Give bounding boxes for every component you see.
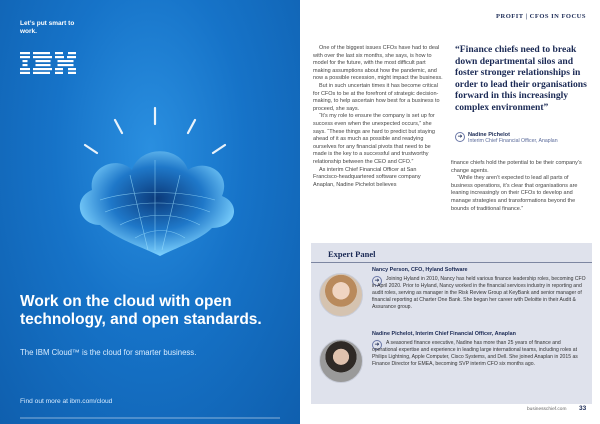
expert-bio: A seasoned finance executive, Nadine has more than 25 years of finance and operational expertise and experience in leading large international teams, including roles at Philips Lightning, Apple Computer, Cisco Systems, and Dell. She joined Anaplan in 2015 as Finance Director for EMEA, becoming SVP interim CFO six months ago. <box>372 340 578 368</box>
expert-panel <box>311 243 592 404</box>
article-page <box>300 0 600 424</box>
quote-credit-name: Nadine Pichelot <box>468 132 510 138</box>
paragraph: “While they aren’t expected to lead all parts of business operations, it’s clear that organisations are leaning increasingly on their CFOs to develop and manage strategies and transformations beyond the bounds of traditional finance.” <box>451 175 578 212</box>
ad-cta-link[interactable]: Find out more at ibm.com/cloud <box>20 398 113 405</box>
body-column-1 <box>313 45 443 189</box>
arrow-right-icon: ➜ <box>372 276 382 286</box>
ad-headline: Work on the cloud with open technology, and open standards. <box>20 293 262 328</box>
footer-site: businesschief.com <box>527 407 567 412</box>
panel-title: Expert Panel <box>328 249 376 259</box>
ad-fineprint <box>20 417 280 419</box>
page-number: 33 <box>579 405 587 412</box>
arrow-right-icon: ➜ <box>372 340 382 350</box>
paragraph: One of the biggest issues CFOs have had to deal with over the last six months, she says, is how to model for the future, with the most difficult part making assumptions about how the pandemic, and now a possible recession, might impact the business. <box>313 45 443 82</box>
paragraph: But in such uncertain times it has become critical for CFOs to be at the forefront of strategic decision-making, to help ascertain how best for a business to proceed, she says. <box>313 82 440 112</box>
avatar <box>319 273 363 317</box>
body-column-2 <box>451 160 591 213</box>
paragraph: finance chiefs hold the potential to be their company’s change agents. <box>451 160 582 174</box>
expert-bio: Joining Hyland in 2010, Nancy has held various finance leadership roles, becoming CFO in April 2020. Prior to Hyland, Nancy worked in the financial services industry in reporting and audit roles, serving as manager in the Risk Review Group at KeyBank and senior manager of financial reporting at Charter One Bank. She began her career with Deloitte in their Audit & Assurance group. <box>372 276 586 311</box>
avatar <box>319 339 363 383</box>
ad-subheadline: The IBM Cloud™ is the cloud for smarter business. <box>20 348 197 357</box>
running-head: PROFIT | CFOS IN FOCUS <box>496 13 586 20</box>
ibm-logo <box>20 52 76 74</box>
pull-quote: “Finance chiefs need to break down departmental silos and foster stronger relationships in order to lead their organisations forward in this increasingly complex environment” <box>455 44 587 113</box>
divider <box>311 262 592 263</box>
quote-credit-title: Interim Chief Financial Officer, Anaplan <box>468 138 558 144</box>
expert-name: Nancy Person, CFO, Hyland Software <box>372 267 468 273</box>
ad-tagline: Let’s put smart to work. <box>20 20 75 35</box>
expert-name: Nadine Pichelot, Interim Chief Financial Officer, Anaplan <box>372 331 516 337</box>
paragraph: As interim Chief Financial Officer at San Francisco-headquartered software company Anaplan, Nadine Pichelot believes <box>313 166 421 188</box>
arrow-right-icon: ➜ <box>455 132 465 142</box>
quote-credit <box>455 132 558 144</box>
cloud-illustration <box>60 100 250 270</box>
paragraph: “It’s my role to ensure the company is set up for success even when the unexpected occurs,” she says. “These things are hard to predict but staying ahead of it as much as possible and readying ourselves for any financial pivots that need to be made is the key to a successful and trustworthy relationship between the CEO and CFO.” <box>313 113 435 165</box>
